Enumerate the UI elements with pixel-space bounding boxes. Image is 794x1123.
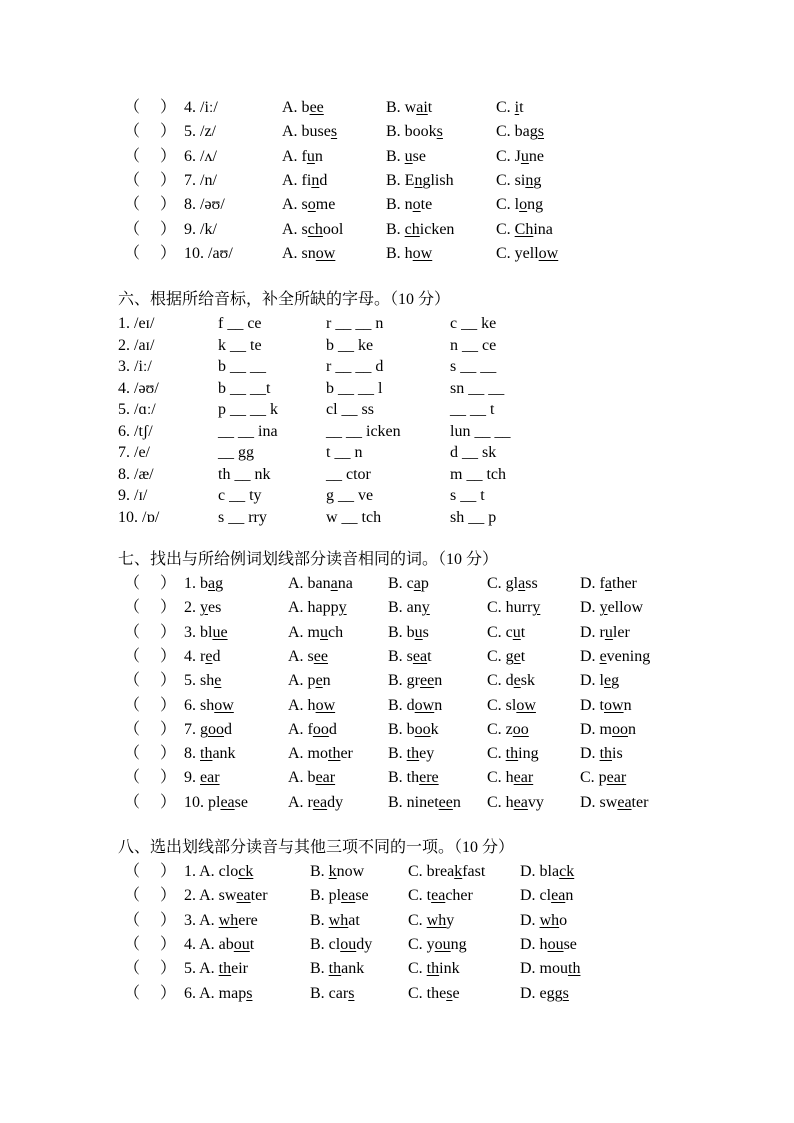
blank-word-1: s __ rry	[218, 508, 267, 526]
option-b: B. they	[388, 745, 435, 763]
option-b: B. books	[386, 123, 443, 141]
option-d: D. black	[520, 863, 575, 880]
blank-word-3: s __ t	[450, 487, 485, 504]
option-c: C. hear	[487, 769, 534, 787]
blank-word-2: b __ __ l	[326, 379, 383, 397]
blank-word-2: b __ ke	[326, 336, 374, 354]
blank-word-2: g __ ve	[326, 487, 374, 504]
answer-bracket-close[interactable]: ）	[160, 196, 177, 214]
option-c: C. cut	[487, 623, 526, 641]
answer-bracket-close[interactable]: ）	[160, 887, 177, 905]
blank-word-3: c __ ke	[450, 315, 497, 332]
answer-bracket-close[interactable]: ）	[160, 745, 177, 763]
option-a: A. bee	[282, 99, 324, 116]
blank-word-1: __ __ ina	[218, 422, 278, 440]
option-b: B. green	[388, 672, 443, 690]
section-6-title: 六、根据所给音标，补全所缺的字母。（10 分）	[118, 291, 451, 308]
example-word: 7. good	[184, 720, 232, 738]
answer-bracket-open[interactable]: （	[124, 647, 141, 665]
question-number-phonetic: 6. /tʃ/	[118, 422, 153, 440]
example-word: 5. she	[184, 672, 222, 690]
option-c: C. heavy	[487, 793, 544, 811]
answer-bracket-close[interactable]: ）	[160, 599, 177, 617]
option-c: C. zoo	[487, 720, 529, 738]
option-c: C. it	[496, 99, 524, 116]
answer-bracket-open[interactable]: （	[124, 220, 141, 238]
answer-bracket-close[interactable]: ）	[160, 623, 177, 641]
question-number-phonetic: 8. /æ/	[118, 465, 154, 483]
option-c: C. slow	[487, 696, 536, 714]
question-number-phonetic: 2. /aɪ/	[118, 336, 155, 354]
answer-bracket-close[interactable]: ）	[160, 984, 177, 1002]
option-d: D. father	[580, 575, 637, 592]
option-b: B. nineteen	[388, 793, 461, 811]
option-a: A. food	[288, 720, 337, 738]
blank-word-1: p __ __ k	[218, 401, 278, 418]
option-a: A. fun	[282, 147, 323, 165]
answer-bracket-close[interactable]: ）	[160, 696, 177, 714]
answer-bracket-open[interactable]: （	[124, 935, 141, 953]
answer-bracket-close[interactable]: ）	[160, 147, 177, 165]
answer-bracket-open[interactable]: （	[124, 99, 141, 116]
blank-word-1: f __ ce	[218, 315, 262, 332]
blank-word-3: d __ sk	[450, 444, 497, 461]
question-phonetic: 10. /aʊ/	[184, 244, 233, 262]
option-b: B. what	[310, 911, 360, 929]
answer-bracket-open[interactable]: （	[124, 171, 141, 189]
option-a: 3. A. where	[184, 911, 258, 929]
option-b: B. cars	[310, 984, 355, 1002]
answer-bracket-open[interactable]: （	[124, 244, 141, 262]
option-b: B. use	[386, 147, 426, 165]
answer-bracket-open[interactable]: （	[124, 769, 141, 787]
answer-bracket-open[interactable]: （	[124, 887, 141, 905]
option-a: A. ready	[288, 793, 344, 811]
question-phonetic: 5. /z/	[184, 123, 216, 141]
example-word: 4. red	[184, 647, 221, 665]
answer-bracket-open[interactable]: （	[124, 720, 141, 738]
question-phonetic: 7. /n/	[184, 171, 217, 189]
option-d: D. ruler	[580, 623, 630, 641]
answer-bracket-open[interactable]: （	[124, 599, 141, 617]
question-phonetic: 9. /k/	[184, 220, 217, 238]
blank-word-2: __ ctor	[326, 465, 371, 483]
option-b: B. note	[386, 196, 433, 214]
blank-word-2: cl __ ss	[326, 401, 374, 418]
option-c: C. yellow	[496, 244, 559, 262]
option-c: C. long	[496, 196, 544, 214]
option-c: C. young	[408, 935, 467, 953]
option-c: C. these	[408, 984, 460, 1002]
option-d: D. eggs	[520, 984, 569, 1002]
answer-bracket-close[interactable]: ）	[160, 960, 177, 978]
example-word: 6. show	[184, 696, 234, 714]
option-a: 4. A. about	[184, 935, 255, 953]
answer-bracket-close[interactable]: ）	[160, 863, 177, 880]
example-word: 8. thank	[184, 745, 236, 763]
answer-bracket-close[interactable]: ）	[160, 123, 177, 141]
answer-bracket-close[interactable]: ）	[160, 672, 177, 690]
answer-bracket-close[interactable]: ）	[160, 99, 177, 116]
option-b: B. English	[386, 171, 454, 189]
blank-word-1: c __ ty	[218, 487, 262, 504]
option-b: B. cloudy	[310, 935, 373, 953]
answer-bracket-open[interactable]: （	[124, 147, 141, 165]
option-b: B. any	[388, 599, 430, 617]
answer-bracket-open[interactable]: （	[124, 196, 141, 214]
option-b: B. how	[386, 244, 433, 262]
question-number-phonetic: 4. /əʊ/	[118, 379, 159, 397]
option-b: B. there	[388, 769, 439, 787]
example-word: 1. bag	[184, 575, 224, 592]
section-8-title: 八、选出划线部分读音与其他三项不同的一项。（10 分）	[118, 839, 515, 856]
option-c: C. desk	[487, 672, 536, 690]
option-c: C. sing	[496, 171, 542, 189]
answer-bracket-open[interactable]: （	[124, 575, 141, 592]
option-a: 6. A. maps	[184, 984, 253, 1002]
answer-bracket-close[interactable]: ）	[160, 220, 177, 238]
blank-word-3: n __ ce	[450, 336, 497, 354]
option-a: A. find	[282, 171, 328, 189]
option-c: C. why	[408, 911, 455, 929]
example-word: 3. blue	[184, 623, 228, 641]
option-b: B. know	[310, 863, 365, 880]
answer-bracket-close[interactable]: ）	[160, 769, 177, 787]
option-c: C. breakfast	[408, 863, 486, 880]
option-b: B. thank	[310, 960, 365, 978]
answer-bracket-open[interactable]: （	[124, 911, 141, 929]
question-number-phonetic: 7. /e/	[118, 444, 150, 461]
option-c: C. China	[496, 220, 553, 238]
example-word: 2. yes	[184, 599, 222, 617]
option-d: D. town	[580, 696, 632, 714]
blank-word-2: t __ n	[326, 444, 363, 461]
option-a: A. how	[288, 696, 336, 714]
question-phonetic: 8. /əʊ/	[184, 196, 225, 214]
option-c: C. teacher	[408, 887, 473, 905]
blank-word-1: b __ __	[218, 358, 266, 375]
blank-word-3: sh __ p	[450, 508, 497, 526]
answer-bracket-close[interactable]: ）	[160, 647, 177, 665]
option-a: A. school	[282, 220, 344, 238]
option-d: D. evening	[580, 647, 651, 665]
blank-word-3: m __ tch	[450, 465, 506, 483]
option-a: A. snow	[282, 244, 336, 262]
blank-word-1: k __ te	[218, 336, 262, 354]
blank-word-3: __ __ t	[450, 401, 495, 418]
option-c: C. thing	[487, 745, 539, 763]
answer-bracket-close[interactable]: ）	[160, 575, 177, 592]
answer-bracket-close[interactable]: ）	[160, 793, 177, 811]
option-d: D. mouth	[520, 960, 581, 978]
answer-bracket-close[interactable]: ）	[160, 720, 177, 738]
option-a: 1. A. clock	[184, 863, 254, 880]
option-a: A. much	[288, 623, 344, 641]
answer-bracket-open[interactable]: （	[124, 984, 141, 1002]
question-number-phonetic: 3. /iː/	[118, 358, 152, 375]
answer-bracket-open[interactable]: （	[124, 960, 141, 978]
answer-bracket-close[interactable]: ）	[160, 935, 177, 953]
option-c: C. June	[496, 147, 545, 165]
answer-bracket-open[interactable]: （	[124, 672, 141, 690]
question-number-phonetic: 5. /ɑː/	[118, 401, 156, 418]
answer-bracket-open[interactable]: （	[124, 623, 141, 641]
blank-word-2: __ __ icken	[326, 422, 401, 440]
blank-word-3: s __ __	[450, 358, 497, 375]
section-7-title: 七、找出与所给例词划线部分读音相同的词。（10 分）	[118, 551, 499, 568]
option-c: C. think	[408, 960, 460, 978]
option-c: C. glass	[487, 575, 538, 592]
option-d: D. leg	[580, 672, 620, 690]
option-b: B. book	[388, 720, 439, 738]
blank-word-2: r __ __ n	[326, 315, 384, 332]
answer-bracket-close[interactable]: ）	[160, 911, 177, 929]
option-a: A. see	[288, 647, 328, 665]
option-b: B. wait	[386, 99, 433, 116]
option-b: B. please	[310, 887, 369, 905]
option-a: 2. A. sweater	[184, 887, 268, 905]
option-d: D. this	[580, 745, 623, 763]
blank-word-2: w __ tch	[326, 508, 382, 526]
answer-bracket-close[interactable]: ）	[160, 244, 177, 262]
blank-word-1: __ gg	[218, 444, 254, 461]
option-c: C. hurry	[487, 599, 541, 617]
option-d: D. who	[520, 911, 568, 929]
answer-bracket-open[interactable]: （	[124, 745, 141, 763]
question-number-phonetic: 1. /eɪ/	[118, 315, 155, 332]
option-a: A. mother	[288, 745, 353, 763]
example-word: 10. please	[184, 793, 248, 811]
option-c: C. bags	[496, 123, 545, 141]
answer-bracket-open[interactable]: （	[124, 123, 141, 141]
option-d: D. house	[520, 935, 577, 953]
question-phonetic: 6. /ʌ/	[184, 147, 217, 165]
blank-word-1: b __ __t	[218, 379, 271, 397]
option-d: D. sweater	[580, 793, 649, 811]
question-phonetic: 4. /iː/	[184, 99, 218, 116]
answer-bracket-open[interactable]: （	[124, 793, 141, 811]
option-b: B. chicken	[386, 220, 455, 238]
blank-word-3: lun __ __	[450, 422, 511, 440]
option-a: 5. A. their	[184, 960, 248, 978]
question-number-phonetic: 10. /ɒ/	[118, 508, 160, 526]
option-c: C. get	[487, 647, 526, 665]
option-d: C. pear	[580, 769, 627, 787]
answer-bracket-close[interactable]: ）	[160, 171, 177, 189]
option-a: A. bear	[288, 769, 336, 787]
question-number-phonetic: 9. /ɪ/	[118, 487, 148, 504]
option-a: A. buses	[282, 123, 338, 141]
option-a: A. happy	[288, 599, 347, 617]
option-a: A. pen	[288, 672, 331, 690]
option-b: B. down	[388, 696, 443, 714]
option-a: A. some	[282, 196, 336, 214]
answer-bracket-open[interactable]: （	[124, 696, 141, 714]
blank-word-1: th __ nk	[218, 465, 271, 483]
option-d: D. moon	[580, 720, 636, 738]
option-b: B. bus	[388, 623, 429, 641]
blank-word-2: r __ __ d	[326, 358, 384, 375]
option-d: D. yellow	[580, 599, 644, 617]
option-d: D. clean	[520, 887, 574, 905]
blank-word-3: sn __ __	[450, 379, 505, 397]
answer-bracket-open[interactable]: （	[124, 863, 141, 880]
example-word: 9. ear	[184, 769, 220, 787]
option-b: B. seat	[388, 647, 432, 665]
option-a: A. banana	[288, 575, 353, 592]
option-b: B. cap	[388, 575, 429, 592]
